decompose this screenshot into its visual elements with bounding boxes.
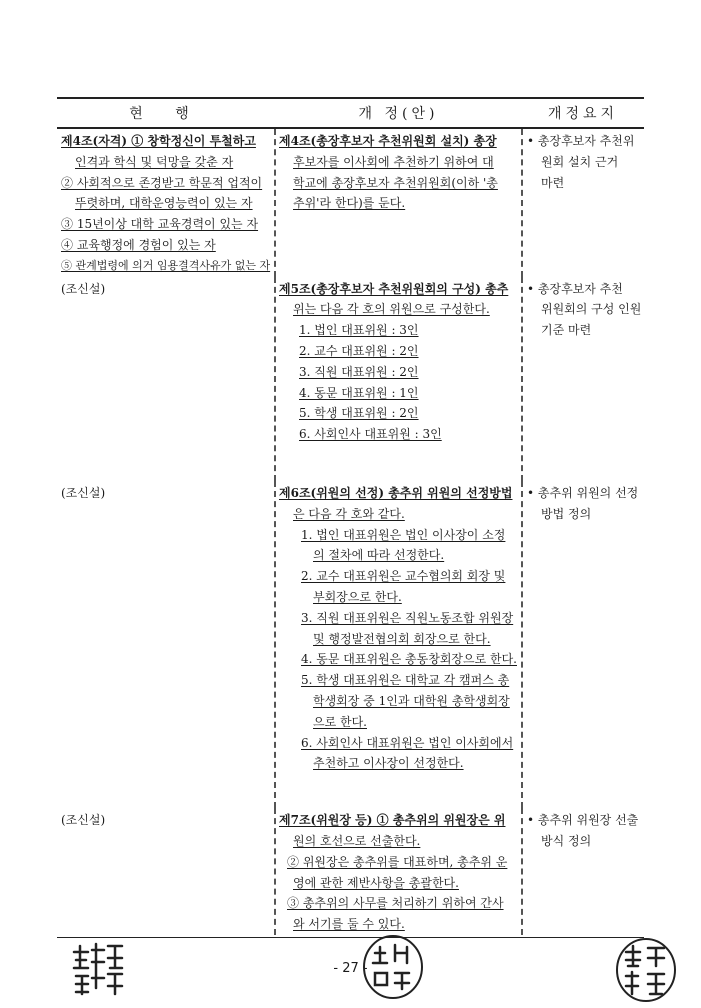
text-line: 학생회장 중 1인과 대학원 총학생회장 (313, 693, 510, 708)
text-line: 인격과 학식 및 덕망을 갖춘 자 (75, 154, 234, 169)
text-line: 제7조(위원장 등) ① 총추위의 위원장은 위 (279, 813, 506, 828)
text-line: 후보자를 이사회에 추천하기 위하여 대 (293, 154, 494, 169)
text-line: 3. 직원 대표위원은 직원노동조합 위원장 (301, 610, 514, 625)
table-row (57, 481, 644, 808)
proposed-cell (275, 481, 522, 808)
summary-cell (522, 808, 644, 935)
text-line: ③ 총추위의 사무를 처리하기 위하여 간사 (287, 896, 504, 911)
text-line: 부회장으로 한다. (313, 589, 402, 604)
text-line: • 총장후보자 추천위 (527, 134, 635, 148)
text-line: ⑤ 관계법령에 의거 임용결격사유가 없는 자 (61, 258, 271, 272)
text-line: 2. 교수 대표위원은 교수협의회 회장 및 (301, 569, 506, 584)
text-line: ② 사회적으로 존경받고 학문적 업적이 (61, 175, 263, 190)
text-line: 및 행정발전협의회 회장으로 한다. (313, 631, 491, 646)
text-line: 추위'라 한다)를 둔다. (293, 196, 406, 211)
table-row (57, 128, 644, 277)
right-seal-stamp (614, 936, 678, 1004)
text-line: 뚜렷하며, 대학운영능력이 있는 자 (75, 196, 253, 211)
text-line: 영에 관한 제반사항을 총괄한다. (293, 875, 459, 890)
text-line: 와 서기를 둘 수 있다. (293, 917, 405, 932)
text-line: 제4조(자격) ① 창학정신이 투철하고 (61, 134, 256, 148)
text-line: (조신설) (61, 813, 106, 828)
text-line: 4. 동문 대표위원 : 1인 (299, 385, 419, 400)
text-line: 마련 (541, 175, 565, 190)
text-line: 은 다음 각 호와 같다. (293, 506, 405, 521)
footer-rule (57, 937, 644, 938)
table-row (57, 277, 644, 481)
header-summary: 개정요지 (522, 98, 644, 128)
text-line: 6. 사회인사 대표위원 : 3인 (299, 427, 442, 442)
revision-comparison-document (57, 97, 644, 935)
text-line: 1. 법인 대표위원 : 3인 (299, 323, 419, 338)
text-line: 제4조(총장후보자 추천위원회 설치) 총장 (279, 134, 497, 148)
current-cell (57, 277, 275, 481)
proposed-cell (275, 277, 522, 481)
text-line: 위원회의 구성 인원 (541, 302, 642, 317)
text-line: 기준 마련 (541, 323, 592, 338)
text-line: 제5조(총장후보자 추천위원회의 구성) 총추 (279, 281, 509, 296)
summary-cell (522, 277, 644, 481)
text-line: 1. 법인 대표위원은 법인 이사장이 소정 (301, 527, 506, 542)
text-line: 위는 다음 각 호의 위원으로 구성한다. (293, 302, 490, 317)
text-line: 추천하고 이사장이 선정한다. (313, 756, 464, 771)
summary-cell (522, 128, 644, 277)
text-line: 5. 학생 대표위원 : 2인 (299, 406, 419, 421)
current-article-4 (61, 131, 272, 277)
table-row (57, 808, 644, 935)
summary-cell (522, 481, 644, 808)
text-line: 의 절차에 따라 선정한다. (313, 548, 445, 563)
text-line: 원의 호선으로 선출한다. (293, 833, 421, 848)
text-line: 5. 학생 대표위원은 대학교 각 캠퍼스 총 (301, 673, 510, 688)
text-line: (조신설) (61, 485, 106, 500)
header-current: 현 행 (57, 98, 275, 128)
text-line: (조신설) (61, 281, 106, 296)
comparison-table (57, 97, 644, 935)
header-proposed: 개 정(안) (275, 98, 522, 128)
text-line: • 총추위 위원의 선정 (527, 485, 639, 500)
text-line: 방법 정의 (541, 506, 592, 521)
proposed-cell (275, 128, 522, 277)
text-line: ③ 15년이상 대학 교육경력이 있는 자 (61, 217, 259, 232)
text-line: 으로 한다. (313, 714, 367, 729)
text-line: 방식 정의 (541, 833, 592, 848)
left-seal-stamp (70, 938, 130, 998)
current-cell (57, 481, 275, 808)
text-line: 학교에 총장후보자 추천위원회(이하 '총 (293, 175, 498, 190)
text-line: 6. 사회인사 대표위원은 법인 이사회에서 (301, 735, 514, 750)
text-line: • 총장후보자 추천 (527, 281, 623, 296)
proposed-cell (275, 808, 522, 935)
text-line: ② 위원장은 총추위를 대표하며, 총추위 운 (287, 854, 508, 869)
text-line: 원회 설치 근거 (541, 154, 619, 169)
text-line: ④ 교육행정에 경험이 있는 자 (61, 237, 216, 252)
text-line: 3. 직원 대표위원 : 2인 (299, 364, 419, 379)
current-cell (57, 128, 275, 277)
center-seal-stamp (361, 933, 425, 1001)
page-number: - 27 - (333, 961, 368, 976)
text-line: • 총추위 위원장 선출 (527, 813, 639, 828)
current-cell (57, 808, 275, 935)
text-line: 2. 교수 대표위원 : 2인 (299, 343, 419, 358)
text-line: 4. 동문 대표위원은 총동창회장으로 한다. (301, 652, 517, 667)
text-line: 제6조(위원의 선정) 총추위 위원의 선정방법 (279, 485, 513, 500)
header-row (57, 98, 644, 128)
